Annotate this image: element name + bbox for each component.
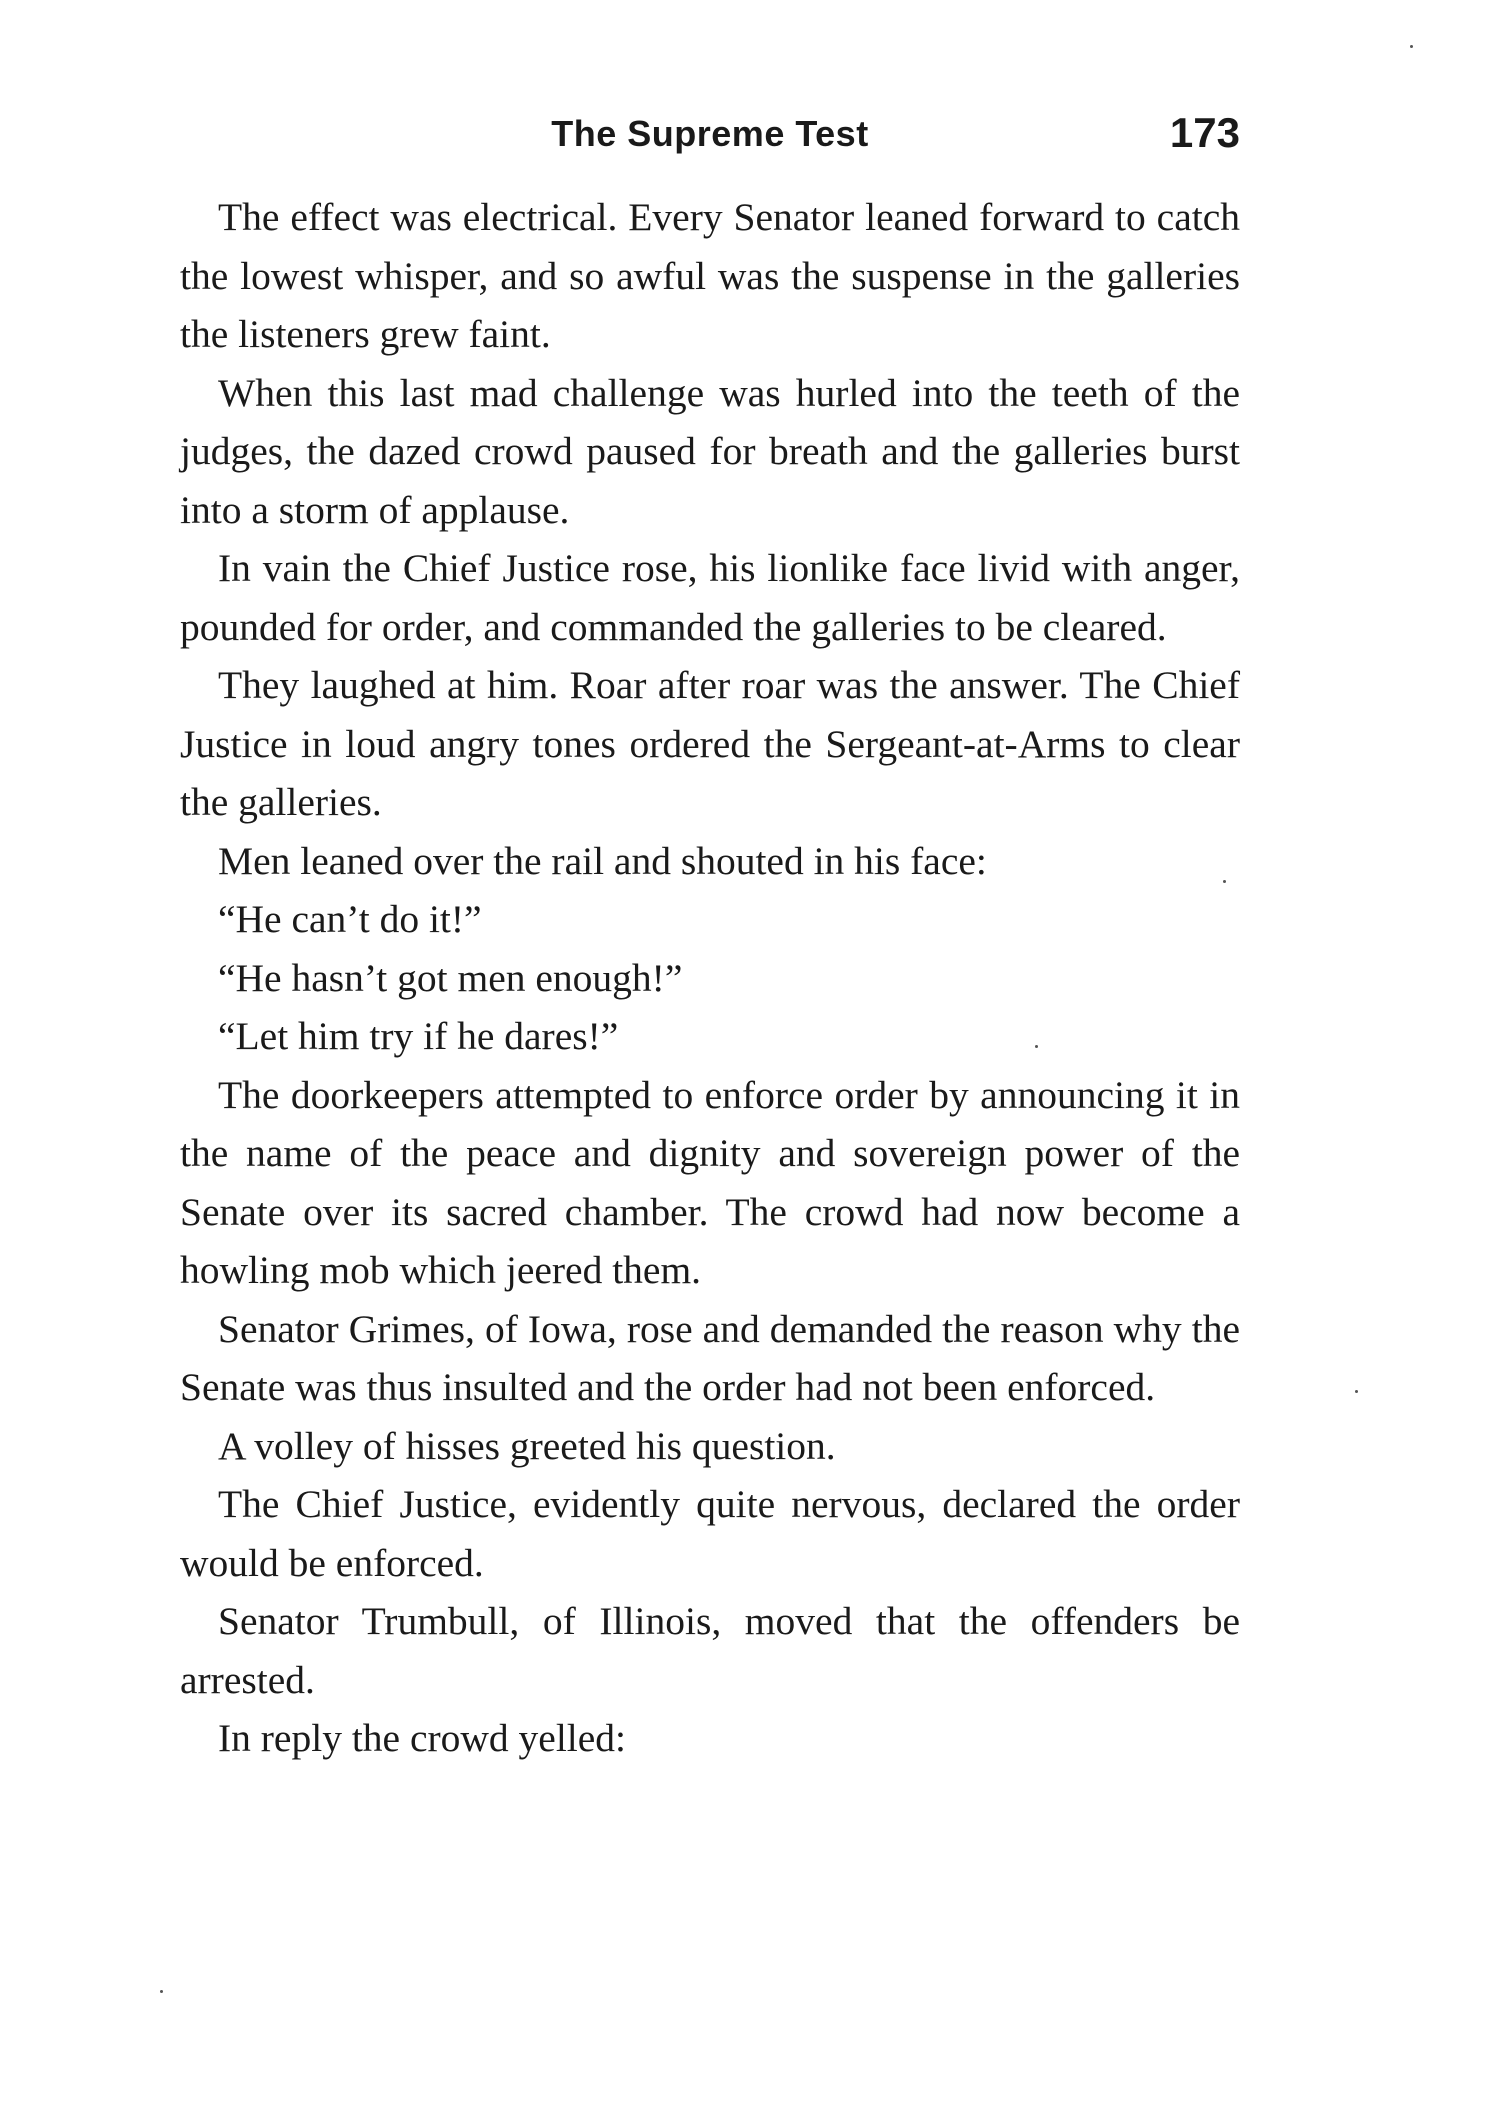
- paragraph: The effect was electrical. Every Senator leaned forward to catch the lowest whisper, and so awful was the suspense in the galleries the listeners grew faint.: [180, 195, 1240, 356]
- paragraph: Senator Trumbull, of Illinois, moved that the offenders be arrested.: [180, 1599, 1240, 1702]
- scan-speck: [1035, 1045, 1038, 1048]
- paragraph: They laughed at him. Roar after roar was the answer. The Chief Justice in loud angry tones ordered the Sergeant-at-Arms to clear the galleries.: [180, 663, 1240, 824]
- quote-line: “He can’t do it!”: [218, 897, 482, 941]
- paragraph: In reply the crowd yelled:: [218, 1716, 627, 1760]
- scan-speck: [1223, 880, 1226, 883]
- paragraph: The Chief Justice, evidently quite nervous, declared the order would be enforced.: [180, 1482, 1240, 1585]
- paragraph: When this last mad challenge was hurled into the teeth of the judges, the dazed crowd paused for breath and the galleries burst into a storm of applause.: [180, 370, 1240, 532]
- quote-line: “Let him try if he dares!”: [218, 1014, 619, 1058]
- paragraph: In vain the Chief Justice rose, his lionlike face livid with anger, pounded for order, and commanded the galleries to be cleared.: [180, 546, 1240, 649]
- paragraph: A volley of hisses greeted his question.: [218, 1423, 836, 1468]
- paragraph: Men leaned over the rail and shouted in his face:: [218, 838, 987, 883]
- page-header: [180, 105, 1240, 165]
- paragraph: Senator Grimes, of Iowa, rose and demanded the reason why the Senate was thus insulted and the order had not been enforced.: [180, 1306, 1240, 1409]
- quote-line: “He hasn’t got men enough!”: [218, 955, 683, 1000]
- body-text: [180, 188, 1240, 1768]
- scan-speck: [1410, 45, 1413, 48]
- scan-speck: [160, 1990, 163, 1993]
- page-number: 173: [1169, 109, 1240, 156]
- scan-speck: [1355, 1390, 1358, 1393]
- paragraph: The doorkeepers attempted to enforce order by announcing it in the name of the peace and dignity and sovereign power of the Senate over its sacred chamber. The crowd had now become a howling mob which jeered them.: [180, 1072, 1240, 1292]
- running-title: The Supreme Test: [551, 113, 869, 154]
